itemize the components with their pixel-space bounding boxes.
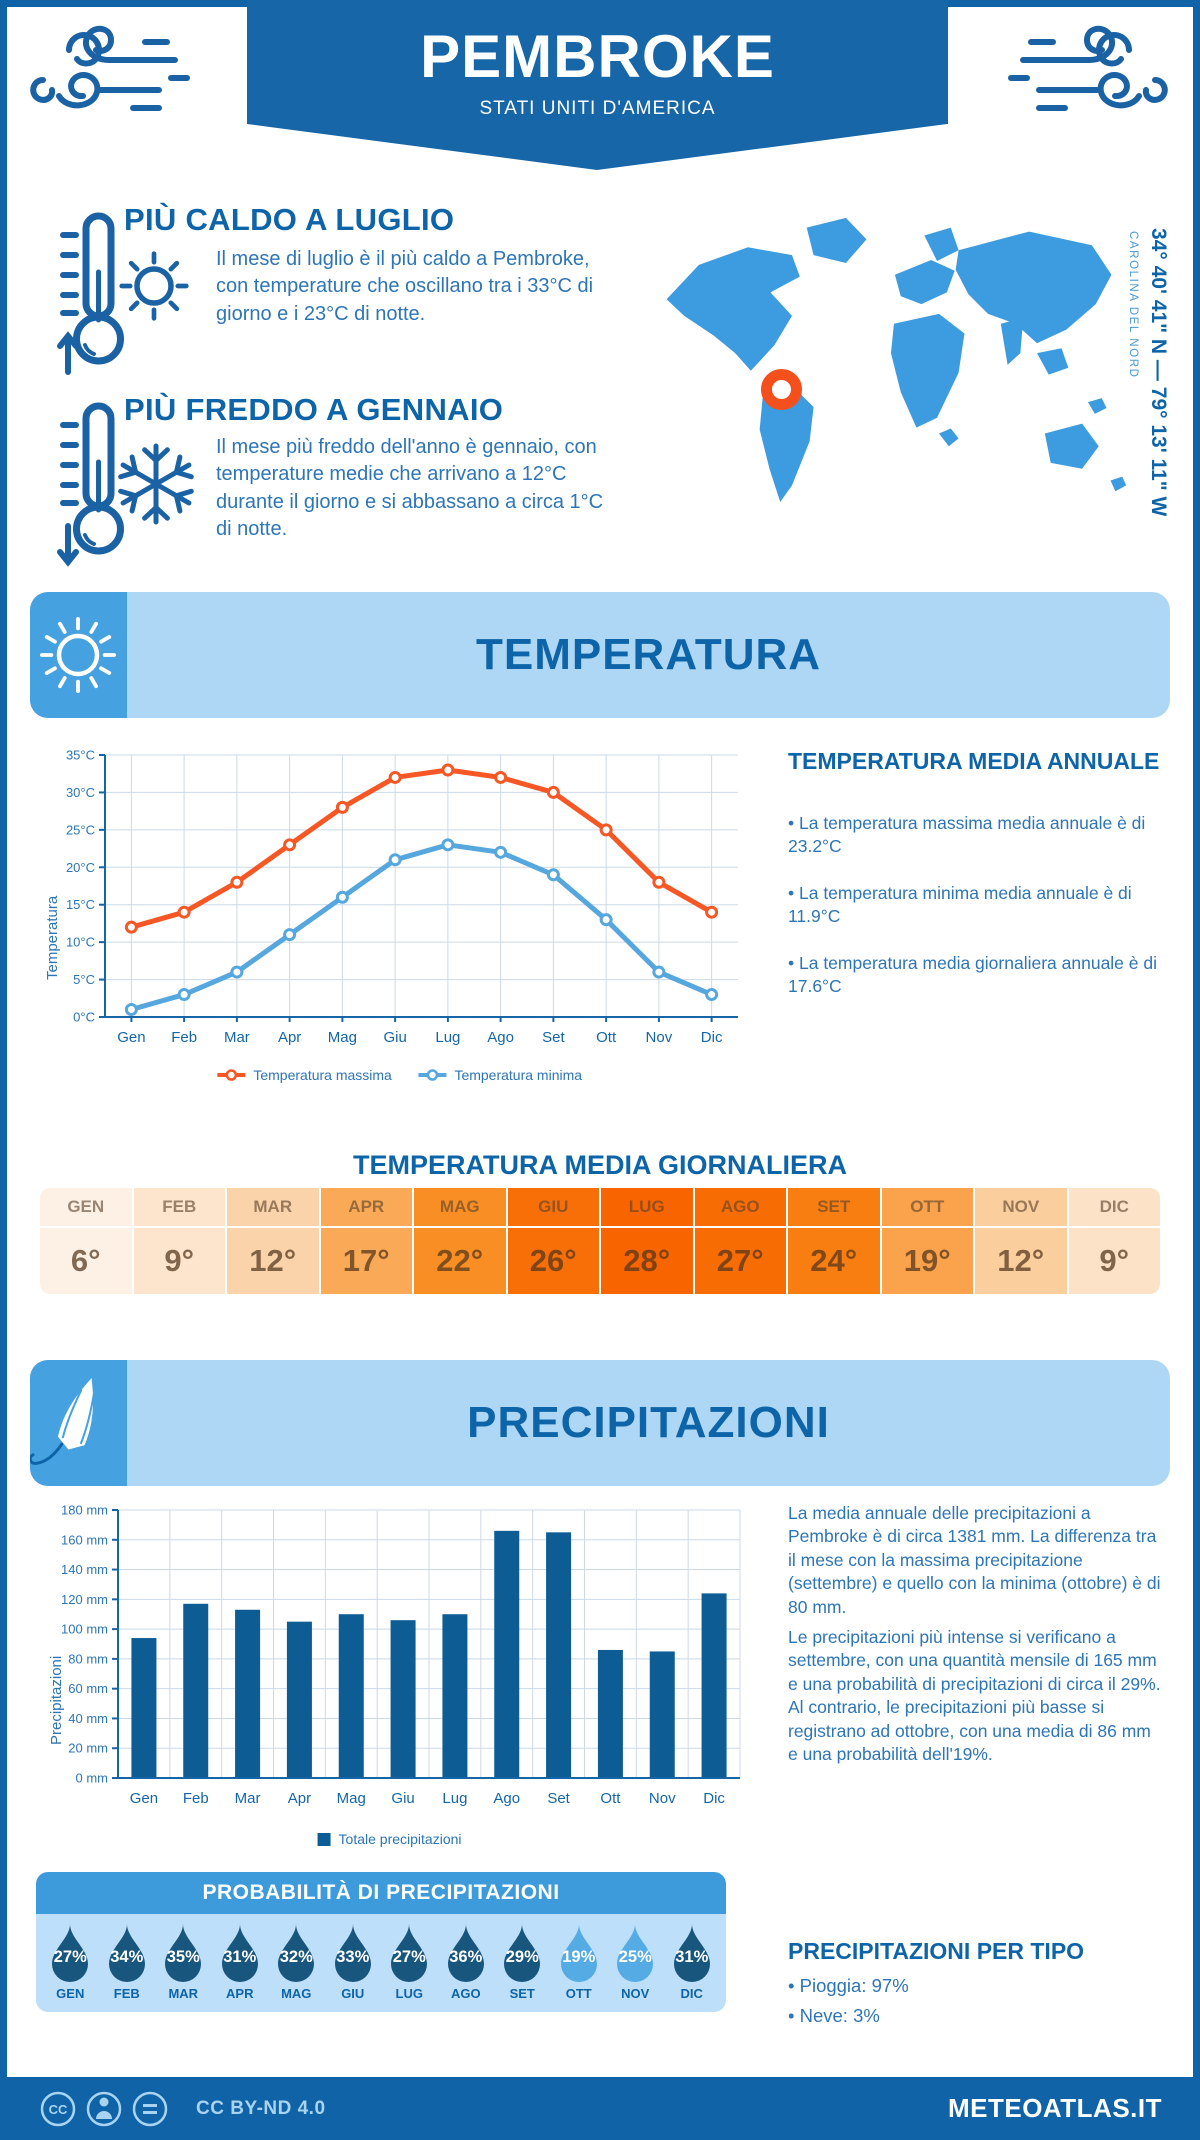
svg-text:Dic: Dic	[703, 1790, 725, 1807]
wind-icon	[1003, 20, 1173, 120]
svg-text:Giu: Giu	[391, 1790, 415, 1807]
table-column	[227, 1188, 319, 1294]
probability-drop	[99, 1914, 156, 2012]
cold-section-text: Il mese più freddo dell'anno è gennaio, con temperature medie che arrivano a 12°C durante il giorno e si abbassano a circa 1°C di notte.	[216, 436, 604, 541]
svg-text:0 mm: 0 mm	[75, 1770, 108, 1786]
page-border-right	[1193, 0, 1200, 2140]
probability-value: 31%	[223, 1948, 257, 1966]
annual-temp-bullet: • La temperatura media giornaliera annuale è di 17.6°C	[788, 953, 1157, 997]
map-coordinates: 34° 40' 41" N — 79° 13' 11" W	[1147, 228, 1170, 517]
probability-value: 36%	[449, 1948, 483, 1966]
data-point	[126, 1005, 136, 1015]
svg-text:Nov: Nov	[648, 1790, 676, 1807]
table-month-header: MAG	[414, 1188, 506, 1226]
data-point	[390, 855, 400, 865]
probability-value: 19%	[562, 1948, 596, 1966]
bar	[598, 1650, 623, 1778]
probability-month: APR	[226, 1986, 254, 2001]
table-month-header: DIC	[1069, 1188, 1161, 1226]
hot-section-title: PIÙ CALDO A LUGLIO	[124, 202, 455, 237]
table-column	[40, 1188, 132, 1294]
probability-drop	[551, 1914, 608, 2012]
table-month-header: LUG	[601, 1188, 693, 1226]
svg-text:100 mm: 100 mm	[61, 1621, 108, 1637]
probability-month: FEB	[113, 1986, 140, 2001]
table-temp-value: 22°	[414, 1228, 506, 1294]
gridlines	[118, 1510, 740, 1778]
probability-value: 32%	[279, 1948, 313, 1966]
annual-temp-bullet: • La temperatura massima media annuale è di 23.2°C	[788, 813, 1146, 857]
svg-text:Lug: Lug	[442, 1790, 468, 1807]
probability-month: NOV	[621, 1986, 650, 2001]
svg-text:160 mm: 160 mm	[61, 1532, 108, 1548]
table-month-header: OTT	[882, 1188, 974, 1226]
probability-month: DIC	[680, 1986, 703, 2001]
probability-drop	[381, 1914, 438, 2012]
sun-icon	[30, 592, 127, 718]
svg-text:Nov: Nov	[645, 1029, 673, 1046]
table-month-header: APR	[321, 1188, 413, 1226]
temperature-line-chart	[40, 745, 750, 1090]
bar	[391, 1620, 416, 1778]
temperature-chart-ylabel: Temperatura	[44, 895, 61, 980]
page-subtitle: STATI UNITI D'AMERICA	[479, 98, 716, 119]
table-column	[508, 1188, 600, 1294]
snowflake-icon	[110, 438, 202, 530]
bar	[650, 1651, 675, 1778]
probability-value: 27%	[392, 1948, 426, 1966]
probability-month: SET	[509, 1986, 535, 2001]
data-point	[443, 765, 453, 775]
world-map	[645, 205, 1135, 560]
svg-text:Totale precipitazioni: Totale precipitazioni	[338, 1831, 462, 1847]
svg-text:Ago: Ago	[487, 1029, 514, 1046]
svg-text:120 mm: 120 mm	[61, 1591, 108, 1607]
table-month-header: MAR	[227, 1188, 319, 1226]
probability-month: OTT	[565, 1986, 592, 2001]
probability-drop	[494, 1914, 551, 2012]
probability-drop	[607, 1914, 664, 2012]
probability-drop	[155, 1914, 212, 2012]
svg-text:Lug: Lug	[435, 1029, 461, 1046]
svg-text:Set: Set	[547, 1790, 570, 1807]
probability-value: 27%	[53, 1948, 87, 1966]
site-name: METEOATLAS.IT	[947, 2093, 1162, 2123]
svg-text:25°C: 25°C	[65, 822, 95, 838]
data-point	[707, 990, 717, 1000]
hot-section-text: Il mese di luglio è il più caldo a Pembroke, con temperature che oscillano tra i 33°C di giorno e i 23°C di notte.	[216, 248, 594, 325]
probability-value: 35%	[166, 1948, 200, 1966]
probability-drop	[268, 1914, 325, 2012]
svg-text:Mag: Mag	[327, 1029, 357, 1046]
table-temp-value: 19°	[882, 1228, 974, 1294]
precip-paragraph: Le precipitazioni più intense si verificano a settembre, con una quantità mensile di 165 mm e una probabilità di precipitazioni di circa il 29%. Al contrario, le precipitazioni più basse si registrano ad ottobre, con una media di 86 mm e una probabilità dell'19%.	[788, 1627, 1161, 1765]
data-point	[179, 990, 189, 1000]
footer	[0, 2077, 1200, 2140]
svg-text:Gen: Gen	[117, 1029, 146, 1046]
data-point	[232, 877, 242, 887]
svg-text:Mar: Mar	[234, 1790, 261, 1807]
location-marker	[761, 369, 802, 410]
bar	[235, 1610, 260, 1778]
annual-temp-bullet: • La temperatura minima media annuale è di 11.9°C	[788, 883, 1132, 927]
annual-temp-title: TEMPERATURA MEDIA ANNUALE	[788, 748, 1160, 774]
precipitation-section-title: PRECIPITAZIONI	[467, 1398, 830, 1447]
precip-probability-drops	[36, 1914, 726, 2012]
svg-text:Ago: Ago	[493, 1790, 521, 1807]
data-point	[443, 840, 453, 850]
bar	[546, 1532, 571, 1778]
bar	[339, 1614, 364, 1778]
data-point	[548, 870, 558, 880]
bar	[702, 1593, 727, 1778]
probability-drop	[325, 1914, 382, 2012]
svg-text:Mag: Mag	[336, 1790, 366, 1807]
svg-text:60 mm: 60 mm	[68, 1681, 108, 1697]
table-month-header: FEB	[134, 1188, 226, 1226]
probability-month: MAR	[168, 1986, 199, 2001]
svg-text:0°C: 0°C	[73, 1009, 95, 1025]
svg-text:CC: CC	[48, 2101, 68, 2117]
precipitation-bar-chart	[40, 1496, 750, 1871]
probability-month: GIU	[341, 1986, 365, 2001]
table-month-header: NOV	[975, 1188, 1067, 1226]
data-point	[179, 907, 189, 917]
precip-paragraph: La media annuale delle precipitazioni a Pembroke è di circa 1381 mm. La differenza tra il mese con la massima precipitazione (settembre) e quello con la minima (ottobre) è di 80 mm.	[788, 1503, 1161, 1617]
probability-drop	[438, 1914, 495, 2012]
table-temp-value: 28°	[601, 1228, 693, 1294]
table-temp-value: 17°	[321, 1228, 413, 1294]
probability-drop	[212, 1914, 269, 2012]
header-banner-chevron	[247, 124, 947, 170]
table-temp-value: 9°	[1069, 1228, 1161, 1294]
data-point	[337, 802, 347, 812]
series-line	[131, 845, 711, 1010]
table-month-header: AGO	[695, 1188, 787, 1226]
svg-text:Dic: Dic	[700, 1029, 723, 1046]
probability-value: 34%	[110, 1948, 144, 1966]
svg-text:180 mm: 180 mm	[61, 1502, 108, 1518]
page-border-left	[0, 0, 7, 2140]
probability-value: 31%	[675, 1948, 709, 1966]
table-month-header: GIU	[508, 1188, 600, 1226]
daily-temp-title: TEMPERATURA MEDIA GIORNALIERA	[353, 1150, 847, 1180]
svg-text:Apr: Apr	[277, 1029, 302, 1046]
svg-text:80 mm: 80 mm	[68, 1651, 108, 1667]
svg-text:35°C: 35°C	[65, 747, 95, 763]
data-point	[654, 967, 664, 977]
probability-drop	[664, 1914, 721, 2012]
map-region-label: CAROLINA DEL NORD	[1127, 231, 1139, 379]
svg-text:Gen: Gen	[129, 1790, 159, 1807]
svg-text:Ott: Ott	[600, 1790, 621, 1807]
svg-text:Feb: Feb	[182, 1790, 209, 1807]
table-column	[321, 1188, 413, 1294]
probability-month: LUG	[395, 1986, 423, 2001]
probability-value: 33%	[336, 1948, 370, 1966]
data-point	[126, 922, 136, 932]
svg-text:40 mm: 40 mm	[68, 1710, 108, 1726]
temperature-section-title: TEMPERATURA	[475, 630, 822, 679]
precip-types-title: PRECIPITAZIONI PER TIPO	[788, 1938, 1085, 1964]
bar	[131, 1638, 156, 1778]
bar	[494, 1531, 519, 1778]
svg-text:Mar: Mar	[223, 1029, 250, 1046]
data-point	[496, 847, 506, 857]
table-temp-value: 9°	[134, 1228, 226, 1294]
bar	[287, 1622, 312, 1778]
svg-text:20°C: 20°C	[65, 859, 95, 875]
svg-text:5°C: 5°C	[73, 972, 95, 988]
probability-value: 25%	[618, 1948, 652, 1966]
table-column	[134, 1188, 226, 1294]
header-banner	[247, 0, 948, 170]
precipitation-banner	[30, 1360, 1170, 1486]
umbrella-icon	[30, 1360, 127, 1486]
svg-text:Apr: Apr	[287, 1790, 312, 1807]
svg-text:Temperatura massima: Temperatura massima	[253, 1067, 392, 1083]
probability-month: AGO	[450, 1986, 481, 2001]
svg-text:15°C: 15°C	[65, 897, 95, 913]
table-column	[882, 1188, 974, 1294]
svg-text:Set: Set	[542, 1029, 565, 1046]
svg-text:Temperatura minima: Temperatura minima	[454, 1067, 583, 1083]
precip-type-bullet: • Pioggia: 97%	[788, 1975, 909, 1996]
svg-text:Giu: Giu	[383, 1029, 407, 1046]
gridlines	[105, 755, 738, 1017]
table-temp-value: 26°	[508, 1228, 600, 1294]
sun-icon	[114, 246, 194, 326]
data-point	[232, 967, 242, 977]
table-temp-value: 12°	[227, 1228, 319, 1294]
page-title: PEMBROKE	[420, 23, 775, 90]
license-label: CC BY-ND 4.0	[196, 2097, 326, 2119]
svg-text:Ott: Ott	[596, 1029, 617, 1046]
table-temp-value: 12°	[975, 1228, 1067, 1294]
table-temp-value: 24°	[788, 1228, 880, 1294]
precip-probability-panel	[36, 1872, 726, 2012]
data-point	[390, 772, 400, 782]
table-column	[414, 1188, 506, 1294]
data-point	[601, 825, 611, 835]
table-month-header: SET	[788, 1188, 880, 1226]
cold-section-title: PIÙ FREDDO A GENNAIO	[124, 392, 504, 427]
cc-license-icons	[38, 2087, 180, 2131]
precipitation-banner-icon-square	[30, 1360, 127, 1486]
data-point	[707, 907, 717, 917]
svg-text:20 mm: 20 mm	[68, 1740, 108, 1756]
table-column	[788, 1188, 880, 1294]
bar	[442, 1614, 467, 1778]
table-temp-value: 27°	[695, 1228, 787, 1294]
probability-value: 29%	[505, 1948, 539, 1966]
daily-temperature-table	[40, 1188, 1160, 1294]
probability-drop	[42, 1914, 99, 2012]
svg-text:30°C: 30°C	[65, 784, 95, 800]
series-line	[131, 770, 711, 927]
data-point	[601, 915, 611, 925]
table-column	[695, 1188, 787, 1294]
data-point	[285, 840, 295, 850]
wind-icon	[25, 20, 195, 120]
precipitation-chart-ylabel: Precipitazioni	[48, 1655, 65, 1745]
table-month-header: GEN	[40, 1188, 132, 1226]
precip-type-bullet: • Neve: 3%	[788, 2005, 880, 2026]
svg-text:Feb: Feb	[171, 1029, 198, 1046]
svg-text:140 mm: 140 mm	[61, 1562, 108, 1578]
data-point	[285, 930, 295, 940]
data-point	[496, 772, 506, 782]
table-column	[975, 1188, 1067, 1294]
temperature-banner-icon-square	[30, 592, 127, 718]
data-point	[548, 787, 558, 797]
precip-probability-title: PROBABILITÀ DI PRECIPITAZIONI	[36, 1872, 726, 1914]
probability-month: GEN	[56, 1986, 85, 2001]
svg-text:10°C: 10°C	[65, 934, 95, 950]
table-column	[1069, 1188, 1161, 1294]
temperature-banner	[30, 592, 1170, 718]
data-point	[654, 877, 664, 887]
bar	[183, 1604, 208, 1778]
table-temp-value: 6°	[40, 1228, 132, 1294]
probability-month: MAG	[281, 1986, 312, 2001]
table-column	[601, 1188, 693, 1294]
data-point	[337, 892, 347, 902]
